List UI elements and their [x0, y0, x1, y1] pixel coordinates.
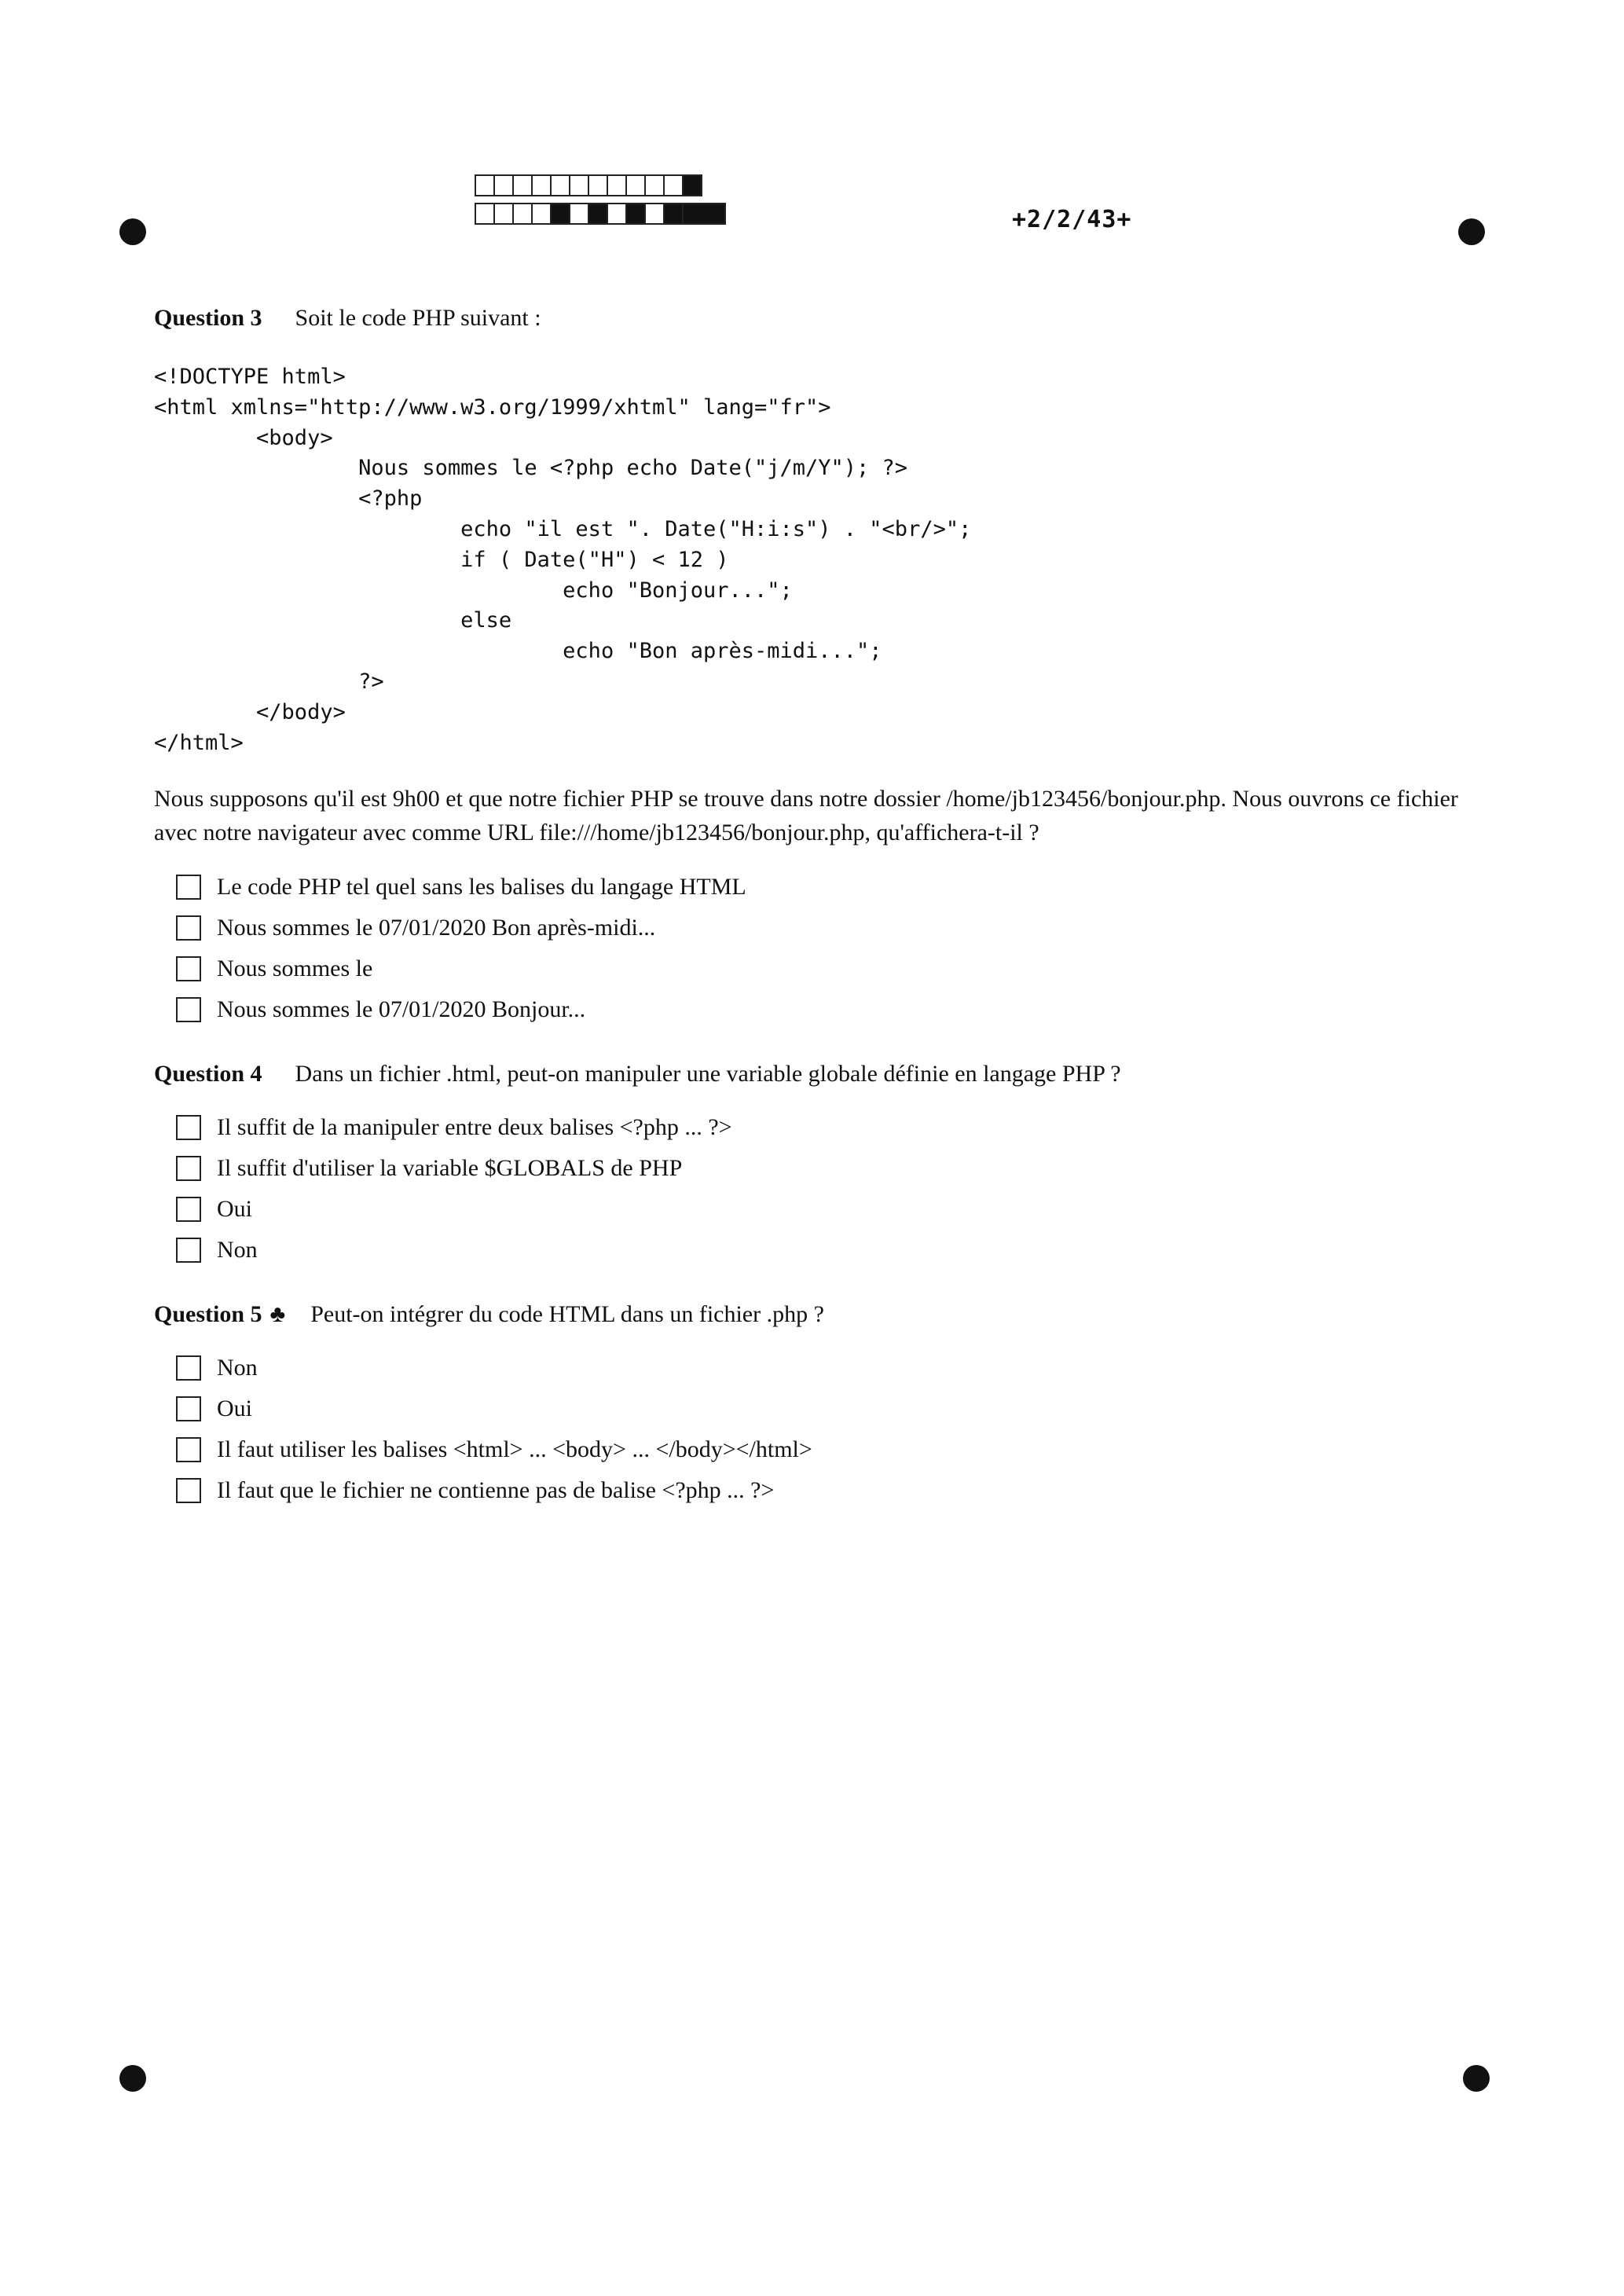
question-text: Soit le code PHP suivant :	[295, 305, 541, 331]
answer-checkbox[interactable]	[176, 1156, 201, 1181]
page-barcode	[475, 174, 724, 231]
question-header	[154, 1299, 1474, 1330]
barcode-cell	[663, 203, 684, 225]
question-5	[154, 1299, 1474, 1511]
registration-dot-top-left	[119, 218, 146, 245]
answer-options	[176, 1107, 1474, 1271]
barcode-cell	[682, 203, 726, 225]
answer-option[interactable]	[176, 1348, 1474, 1388]
barcode-cell	[512, 174, 533, 196]
answer-label: Non	[217, 1237, 258, 1264]
barcode-cell	[531, 174, 552, 196]
answer-label: Il suffit de la manipuler entre deux balises <?php ... ?>	[217, 1114, 732, 1141]
answer-option[interactable]	[176, 908, 1474, 948]
question-header	[154, 1058, 1474, 1090]
answer-label: Il faut que le fichier ne contienne pas de balise <?php ... ?>	[217, 1477, 775, 1504]
barcode-cell	[569, 203, 589, 225]
question-text: Dans un fichier .html, peut-on manipuler une variable globale définie en langage PHP ?	[295, 1061, 1121, 1087]
question-paragraph: Nous supposons qu'il est 9h00 et que notre fichier PHP se trouve dans notre dossier /home/jb123456/bonjour.php. Nous ouvrons ce fichier avec notre navigateur avec comme URL file:///home/jb123456/bonjour.php, qu'affichera-t-il ?	[154, 786, 1458, 846]
answer-option[interactable]	[176, 1470, 1474, 1511]
question-label: Question 5	[154, 1301, 262, 1328]
answer-checkbox[interactable]	[176, 956, 201, 981]
answer-label: Nous sommes le	[217, 955, 373, 982]
answer-checkbox[interactable]	[176, 915, 201, 941]
answer-option[interactable]	[176, 1388, 1474, 1429]
answer-option[interactable]	[176, 1107, 1474, 1148]
barcode-cell	[475, 203, 495, 225]
registration-dot-bottom-right	[1463, 2065, 1490, 2092]
answer-label: Oui	[217, 1396, 252, 1422]
answer-checkbox[interactable]	[176, 1197, 201, 1222]
answer-option[interactable]	[176, 1230, 1474, 1271]
barcode-cell	[625, 174, 646, 196]
registration-dot-top-right	[1458, 218, 1485, 245]
answer-checkbox[interactable]	[176, 1478, 201, 1503]
registration-dot-bottom-left	[119, 2065, 146, 2092]
answer-checkbox[interactable]	[176, 1355, 201, 1381]
answer-label: Non	[217, 1355, 258, 1381]
club-icon: ♣	[269, 1301, 286, 1328]
question-3	[154, 303, 1474, 1030]
page-id: +2/2/43+	[1012, 206, 1132, 233]
question-header	[154, 303, 1474, 334]
barcode-cell	[588, 174, 608, 196]
answer-label: Oui	[217, 1196, 252, 1223]
answer-option[interactable]	[176, 989, 1474, 1030]
barcode-cell	[588, 203, 608, 225]
barcode-cell	[512, 203, 533, 225]
question-text: Peut-on intégrer du code HTML dans un fichier .php ?	[310, 1301, 824, 1328]
barcode-cell	[569, 174, 589, 196]
answer-option[interactable]	[176, 1148, 1474, 1189]
question-4	[154, 1058, 1474, 1271]
answer-option[interactable]	[176, 1189, 1474, 1230]
answer-options	[176, 1348, 1474, 1511]
barcode-cell	[644, 203, 665, 225]
answer-checkbox[interactable]	[176, 1437, 201, 1462]
question-label: Question 4	[154, 1061, 262, 1087]
answer-label: Nous sommes le 07/01/2020 Bonjour...	[217, 996, 586, 1023]
answer-option[interactable]	[176, 867, 1474, 908]
barcode-cell	[625, 203, 646, 225]
barcode-row-bottom	[475, 203, 724, 226]
barcode-cell	[550, 203, 570, 225]
answer-options	[176, 867, 1474, 1030]
answer-checkbox[interactable]	[176, 1396, 201, 1421]
barcode-cell	[644, 174, 665, 196]
answer-option[interactable]	[176, 1429, 1474, 1470]
barcode-cell	[550, 174, 570, 196]
php-code-block: <!DOCTYPE html> <html xmlns="http://www.w3.org/1999/xhtml" lang="fr"> <body> Nous sommes le <?php echo Date("j/m/Y"); ?> <?php echo "il est ". Date("H:i:s") . "<br/>"; if ( Date("H") < 12 ) echo "Bonjour..."; else echo "Bon après-midi..."; ?> </body> </html>	[154, 365, 972, 755]
answer-checkbox[interactable]	[176, 1238, 201, 1263]
barcode-row-top	[475, 174, 724, 198]
answer-checkbox[interactable]	[176, 997, 201, 1022]
answer-label: Il faut utiliser les balises <html> ... <body> ... </body></html>	[217, 1436, 812, 1463]
question-label: Question 3	[154, 305, 262, 331]
answer-label: Il suffit d'utiliser la variable $GLOBALS de PHP	[217, 1155, 683, 1182]
answer-option[interactable]	[176, 948, 1474, 989]
answer-label: Nous sommes le 07/01/2020 Bon après-midi...	[217, 915, 656, 941]
answer-checkbox[interactable]	[176, 875, 201, 900]
barcode-cell	[682, 174, 702, 196]
barcode-cell	[475, 174, 495, 196]
barcode-cell	[607, 203, 627, 225]
questions-content	[154, 303, 1474, 1511]
barcode-cell	[493, 174, 514, 196]
answer-label: Le code PHP tel quel sans les balises du langage HTML	[217, 874, 746, 900]
barcode-cell	[531, 203, 552, 225]
barcode-cell	[493, 203, 514, 225]
barcode-cell	[663, 174, 684, 196]
answer-checkbox[interactable]	[176, 1115, 201, 1140]
barcode-cell	[607, 174, 627, 196]
